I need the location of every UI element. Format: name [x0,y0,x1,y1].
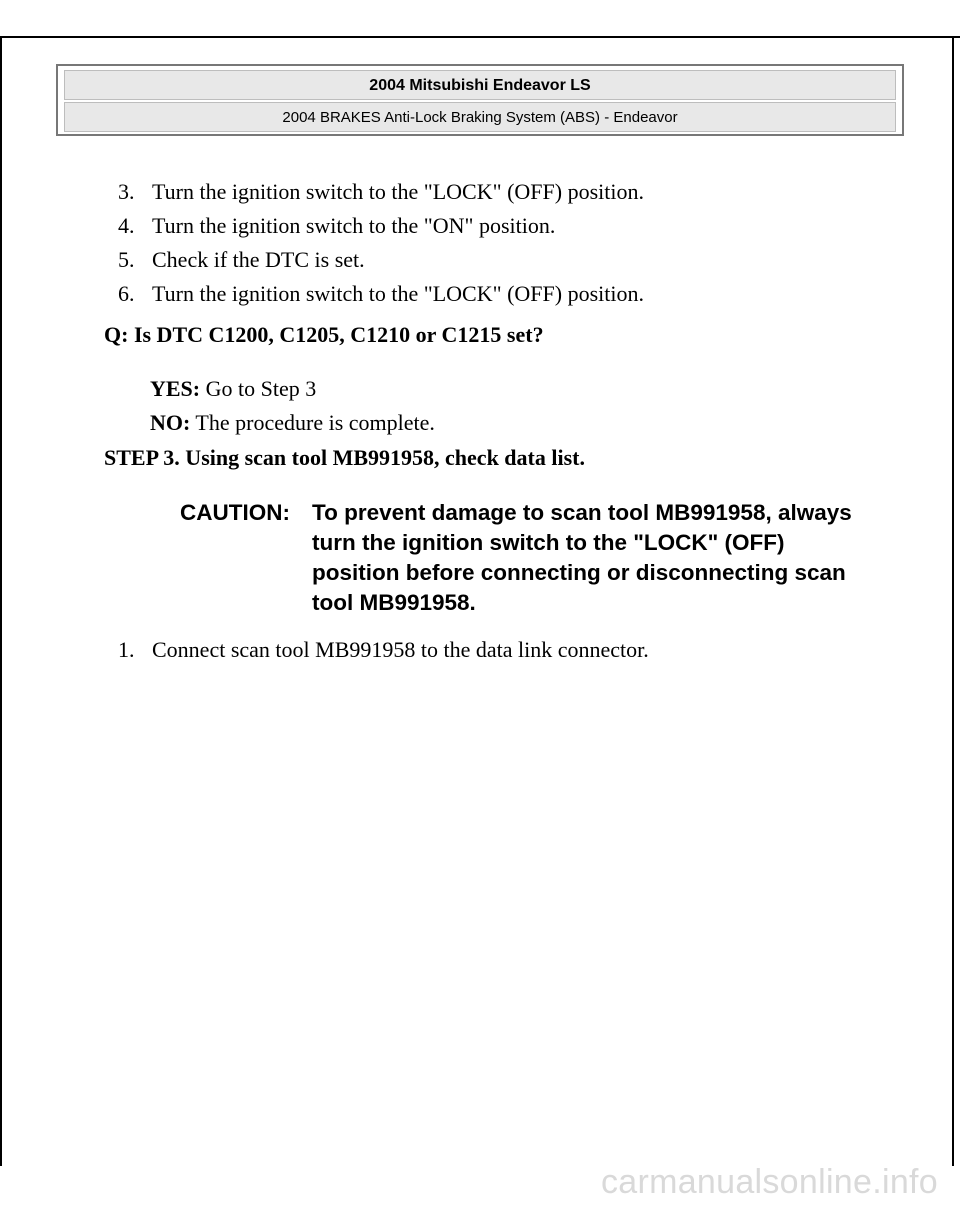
step-number: 5. [118,247,135,272]
list-item [118,175,644,209]
step-text: Check if the DTC is set. [152,247,365,272]
list-item [118,277,644,311]
frame-top-rule [0,36,960,38]
answer-yes-text: Go to Step 3 [200,376,317,401]
list-item [118,243,644,277]
caution-text: To prevent damage to scan tool MB991958, always turn the ignition switch to the "LOCK" (OFF) position before connecting or disconnecting scan tool MB991958. [312,500,852,615]
step-text: Turn the ignition switch to the "ON" position. [152,213,556,238]
caution-label: CAUTION: [180,500,290,525]
step-text: Connect scan tool MB991958 to the data link connector. [152,637,649,662]
step-number: 6. [118,281,135,306]
diagnostic-question: Q: Is DTC C1200, C1205, C1210 or C1215 set? [104,322,544,347]
document-header [56,64,904,136]
step-heading: STEP 3. Using scan tool MB991958, check data list. [104,445,585,470]
step-number: 1. [118,637,135,662]
header-title: 2004 Mitsubishi Endeavor LS [64,70,896,100]
frame-right-rule [952,36,954,1166]
answer-no-text: The procedure is complete. [190,410,435,435]
procedure-steps-a [118,175,644,311]
step-number: 4. [118,213,135,238]
answer-yes [150,376,316,402]
list-item [118,633,649,667]
frame-left-rule [0,36,2,1166]
watermark-text: carmanualsonline.info [600,1163,938,1201]
header-subtitle: 2004 BRAKES Anti-Lock Braking System (ABS) - Endeavor [64,102,896,132]
step-text: Turn the ignition switch to the "LOCK" (OFF) position. [152,281,645,306]
procedure-steps-b [118,633,649,667]
step-number: 3. [118,179,135,204]
step-text: Turn the ignition switch to the "LOCK" (OFF) position. [152,179,645,204]
answer-no-label: NO: [150,410,191,435]
answer-no [150,410,435,436]
answer-yes-label: YES: [150,376,201,401]
list-item [118,209,644,243]
